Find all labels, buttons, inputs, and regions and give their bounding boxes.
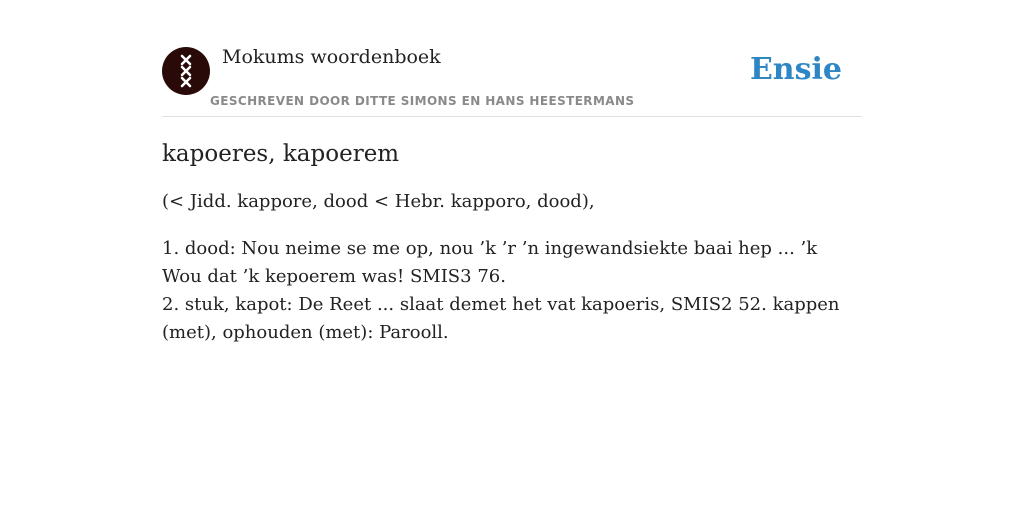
amsterdam-xxx-icon[interactable] (162, 47, 210, 95)
site-header (162, 46, 862, 117)
dictionary-title-link[interactable]: Mokums woordenboek (222, 46, 441, 68)
entry-etymology: (< Jidd. kappore, dood < Hebr. kapporo, dood), (162, 191, 595, 212)
entry-definition-1: 1. dood: Nou neime se me op, nou ’k ’r ’n ingewandsiekte baai hep ... ’k Wou dat ’k kepoerem was! SMIS3 76. (162, 238, 818, 287)
author-byline: GESCHREVEN DOOR DITTE SIMONS EN HANS HEESTERMANS (210, 94, 635, 108)
entry-definition-2: 2. stuk, kapot: De Reet ... slaat demet het vat kapoeris, SMIS2 52. kappen (met), ophouden (met): Parooll. (162, 294, 840, 343)
entry-headword: kapoeres, kapoerem (162, 141, 400, 167)
ensie-logo-link[interactable]: Ensie (749, 52, 842, 87)
dictionary-entry (162, 138, 862, 347)
